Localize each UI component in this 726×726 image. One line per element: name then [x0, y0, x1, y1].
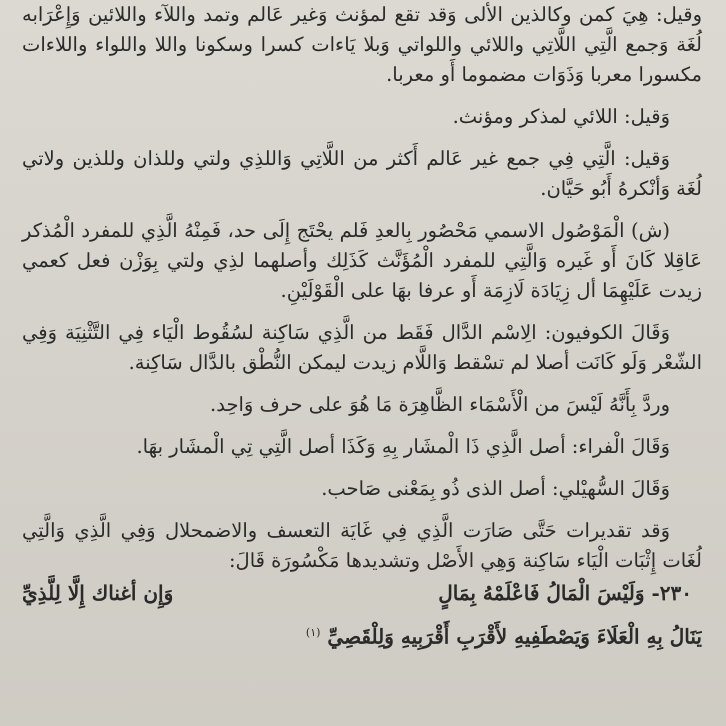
paragraph-5: وَقَالَ الكوفيون: الِاسْم الدَّال فَقَط من الَّذِي سَاكِنة لسُقُوط الْيَاء فِي التَّثْنِيَة وَفِي الشّعْر وَلَو كَانَت أصلا لم تسْقط وَاللَّام زيدت ليمكن النُّطْق بالدَّال سَاكِنة.: [22, 321, 702, 374]
paragraph-7: وَقَالَ الْفراء: أصل الَّذِي ذَا الْمشَار بِهِ وَكَذَا أصل الَّتِي تِي الْمشَار بهَا.: [136, 435, 670, 458]
verse-first-hemistich: [438, 578, 692, 608]
paragraph-3: وَقيل: الَّتِي فِي جمع غير عَالم أَكثر من اللَّاتِي وَاللذِي ولتي وللذان وللذين ولاتي لُغَة وَأنْكرهُ أَبُو حَيَّان.: [22, 147, 702, 200]
poetry-verse: [22, 578, 702, 608]
verse-first-text: وَلَيْسَ الْمَالُ فَاعْلَمْهُ بِمَالٍ: [438, 581, 645, 605]
paragraph-2: وَقيل: اللائي لمذكر ومؤنث.: [452, 105, 670, 128]
poetry-verse-continuation: [22, 618, 702, 652]
verse-second-hemistich: وَإِن أغناك إِلَّا لِلَّذِيِّ: [22, 581, 174, 605]
verse-number: ٢٣٠-: [651, 581, 692, 605]
paragraph-8: وَقَالَ السُّهيْلي: أصل الذى ذُو بِمَعْنى صَاحب.: [321, 477, 670, 500]
verse-continuation-text: يَنَالُ بِهِ الْعَلَاءَ وَيَصْطَفِيهِ لأَقْرَبِ أَقْرَبِيهِ وَلِلْقَصِيِّ: [327, 624, 702, 649]
paragraph-4: (ش) الْمَوْصُول الاسمي مَحْصُور بِالعدِ فَلم يحْتَج إِلَى حد، فَمِنْهُ الَّذِي للمفرد الْمُذكر عَاقِلا كَانَ أَو غَيره وَالَّتِي للمفرد الْمُؤَنَّث كَذَلِك وأصلهما لذِي ولتي بِوَزْن فعل كعمي زيدت عَلَيْهِمَا أل زِيَادَة لَازِمَة أَو عرفا بهَا على الْقَوْلَيْنِ.: [22, 219, 702, 302]
footnote-marker[interactable]: (١): [305, 626, 321, 639]
paragraph-1: وقيل: هِيَ كمن وكالذين الألى وَقد تقع لمؤنث وَغير عَالم وتمد واللآء واللائين وَإِعْرَابه لُغَة وَجمع الَّتِي اللَّاتِي واللائي واللواتي وَبلا يَاءات كسرا وسكونا واللا واللواء واللاءات مكسورا معربا وَذَوَات مضموما أَو معربا.: [22, 3, 702, 86]
page-body: [22, 0, 702, 652]
paragraph-6: وردَّ بِأَنَّهُ لَيْسَ من الْأَسْمَاء الظَّاهِرَة مَا هُوَ على حرف وَاحِد.: [210, 393, 670, 416]
paragraph-9: وَقد تقديرات حَتَّى صَارَت الَّذِي فِي غَايَة التعسف والاضمحلال وَفِي الَّذِي وَالَّتِي لُغَات إِثْبَات الْيَاء سَاكِنة وَهِي الأَصْل وتشديدها مَكْسُورَة قَالَ:: [22, 519, 702, 572]
